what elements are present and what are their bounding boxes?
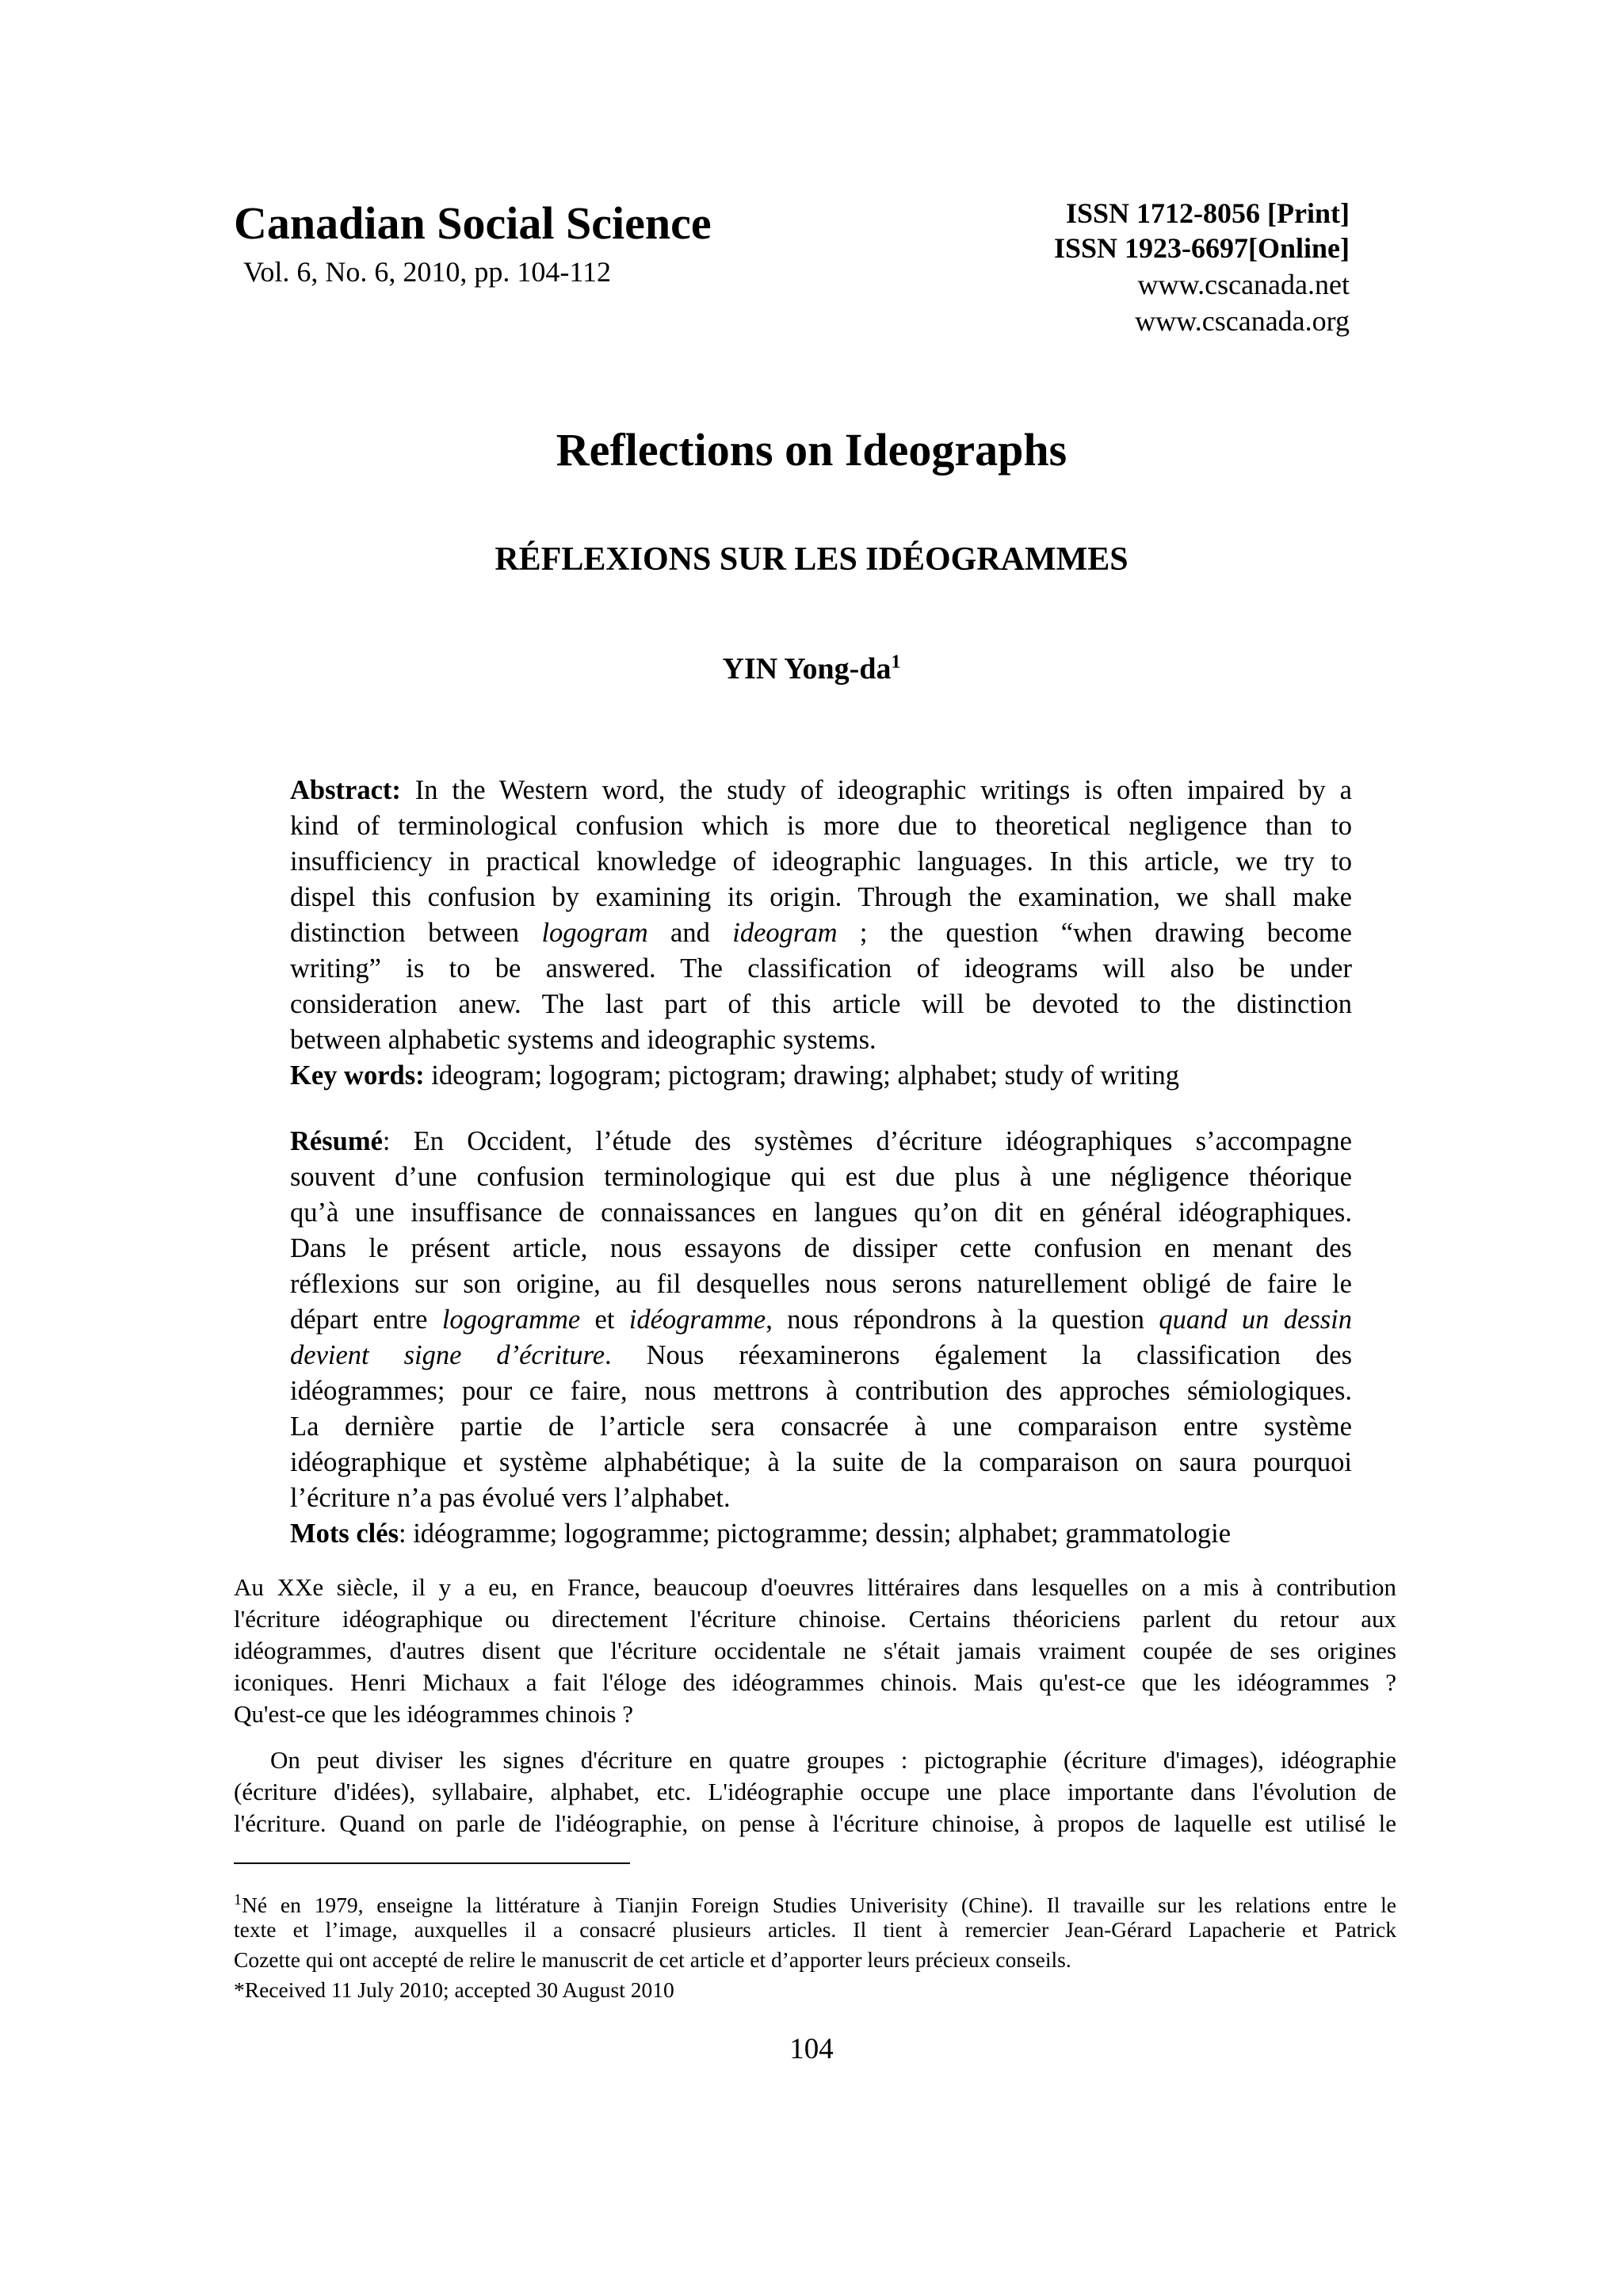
author-footnote-mark[interactable]: 1 bbox=[891, 651, 901, 673]
footnote-line: $^1$Né en 1979, enseigne la littérature à Tianjin Foreign Studies Univerisity (Chine). Il travaille sur les relations entre le bbox=[234, 1891, 1396, 1918]
article-subtitle: RÉFLEXIONS SUR LES IDÉOGRAMMES bbox=[495, 541, 1128, 578]
resume-line: l’écriture n’a pas évolué vers l’alphabet. bbox=[290, 1483, 731, 1513]
page-number: 104 bbox=[789, 2033, 834, 2065]
body-line: idéogrammes, d'autres disent que l'écriture occidentale ne s'était jamais vraiment coupée de ses origines bbox=[234, 1637, 1396, 1664]
body-line: Qu'est-ce que les idéogrammes chinois ? bbox=[234, 1700, 634, 1728]
resume-line: idéographique et système alphabétique; à la suite de la comparaison on saura pourquoi bbox=[290, 1447, 1352, 1477]
resume-line: réflexions sur son origine, au fil desquelles nous serons naturellement obligé de faire le bbox=[290, 1269, 1352, 1299]
resume-line: La dernière partie de l’article sera consacrée à une comparaison entre système bbox=[290, 1412, 1352, 1442]
footnote-line: texte et l’image, auxquelles il a consacré plusieurs articles. Il tient à remercier Jean-Gérard Lapacherie et Patrick bbox=[234, 1917, 1396, 1942]
abstract-line: dispel this confusion by examining its origin. Through the examination, we shall make bbox=[290, 882, 1352, 912]
resume-line: Dans le présent article, nous essayons de dissiper cette confusion en menant des bbox=[290, 1233, 1352, 1263]
resume-label: Résumé bbox=[290, 1126, 383, 1156]
abstract-line: insufficiency in practical knowledge of ideographic languages. In this article, we try to bbox=[290, 846, 1352, 877]
issn-online: ISSN 1923-6697[Online] bbox=[1053, 232, 1350, 264]
body-line: l'écriture idéographique ou directement l'écriture chinoise. Certains théoriciens parlent du retour aux bbox=[234, 1605, 1396, 1633]
abstract-line: kind of terminological confusion which is more due to theoretical negligence than to bbox=[290, 811, 1352, 841]
abstract-line: consideration anew. The last part of this article will be devoted to the distinction bbox=[290, 989, 1352, 1019]
journal-url-org[interactable]: www.cscanada.org bbox=[1135, 305, 1350, 337]
author-name: YIN Yong-da bbox=[722, 652, 892, 686]
body-line: Au XXe siècle, il y a eu, en France, beaucoup d'oeuvres littéraires dans lesquelles on a mis à contribution bbox=[234, 1573, 1396, 1601]
received-date: *Received 11 July 2010; accepted 30 August 2010 bbox=[234, 1977, 674, 2002]
body-line: On peut diviser les signes d'écriture en quatre groupes : pictographie (écriture d'images), idéographie bbox=[270, 1746, 1396, 1774]
footnote-line: Cozette qui ont accepté de relire le manuscrit de cet article et d’apporter leurs précieux conseils. bbox=[234, 1947, 1071, 1972]
author bbox=[0, 651, 1623, 686]
body-line: iconiques. Henri Michaux a fait l'éloge des idéogrammes chinois. Mais qu'est-ce que les idéogrammes ? bbox=[234, 1668, 1396, 1696]
journal-title: Canadian Social Science bbox=[234, 197, 712, 249]
abstract-line: writing” is to be answered. The classification of ideograms will also be under bbox=[290, 953, 1352, 984]
volume-info: Vol. 6, No. 6, 2010, pp. 104-112 bbox=[243, 256, 612, 288]
journal-url-net[interactable]: www.cscanada.net bbox=[1137, 269, 1350, 300]
abstract-label: Abstract: bbox=[290, 775, 401, 805]
abstract-line: between alphabetic systems and ideographic systems. bbox=[290, 1025, 876, 1055]
resume-line: devient signe d’écriture. Nous réexaminerons également la classification des bbox=[290, 1340, 1352, 1370]
body-line: (écriture d'idées), syllabaire, alphabet, etc. L'idéographie occupe une place importante dans l'évolution de bbox=[234, 1778, 1396, 1805]
article-title: Reflections on Ideographs bbox=[556, 424, 1067, 476]
resume-line: souvent d’une confusion terminologique qui est due plus à une négligence théorique bbox=[290, 1162, 1352, 1192]
issn-print: ISSN 1712-8056 [Print] bbox=[1066, 197, 1350, 229]
resume-line: qu’à une insuffisance de connaissances en langues qu’on dit en général idéographiques. bbox=[290, 1198, 1352, 1228]
body-line: l'écriture. Quand on parle de l'idéographie, on pense à l'écriture chinoise, à propos de laquelle est utilisé le bbox=[234, 1809, 1396, 1837]
footnote-mark: 1 bbox=[234, 1891, 242, 1908]
resume-line: départ entre logogramme et idéogramme, nous répondrons à la question quand un dessin bbox=[290, 1305, 1353, 1335]
keywords-label: Key words: bbox=[290, 1060, 425, 1091]
mots-cles: Mots clés: idéogramme; logogramme; pictogramme; dessin; alphabet; grammatologie bbox=[290, 1519, 1232, 1549]
mots-cles-label: Mots clés bbox=[290, 1519, 399, 1549]
resume-line: idéogrammes; pour ce faire, nous mettrons à contribution des approches sémiologiques. bbox=[290, 1376, 1352, 1406]
abstract-line: Abstract: In the Western word, the study of ideographic writings is often impaired by a bbox=[290, 775, 1352, 805]
keywords: Key words: ideogram; logogram; pictogram; drawing; alphabet; study of writing bbox=[290, 1060, 1179, 1091]
resume-line: Résumé: En Occident, l’étude des systèmes d’écriture idéographiques s’accompagne bbox=[290, 1126, 1352, 1156]
footnote-divider bbox=[234, 1862, 630, 1864]
abstract-line: distinction between logogram and ideogram ; the question “when drawing become bbox=[290, 918, 1352, 948]
